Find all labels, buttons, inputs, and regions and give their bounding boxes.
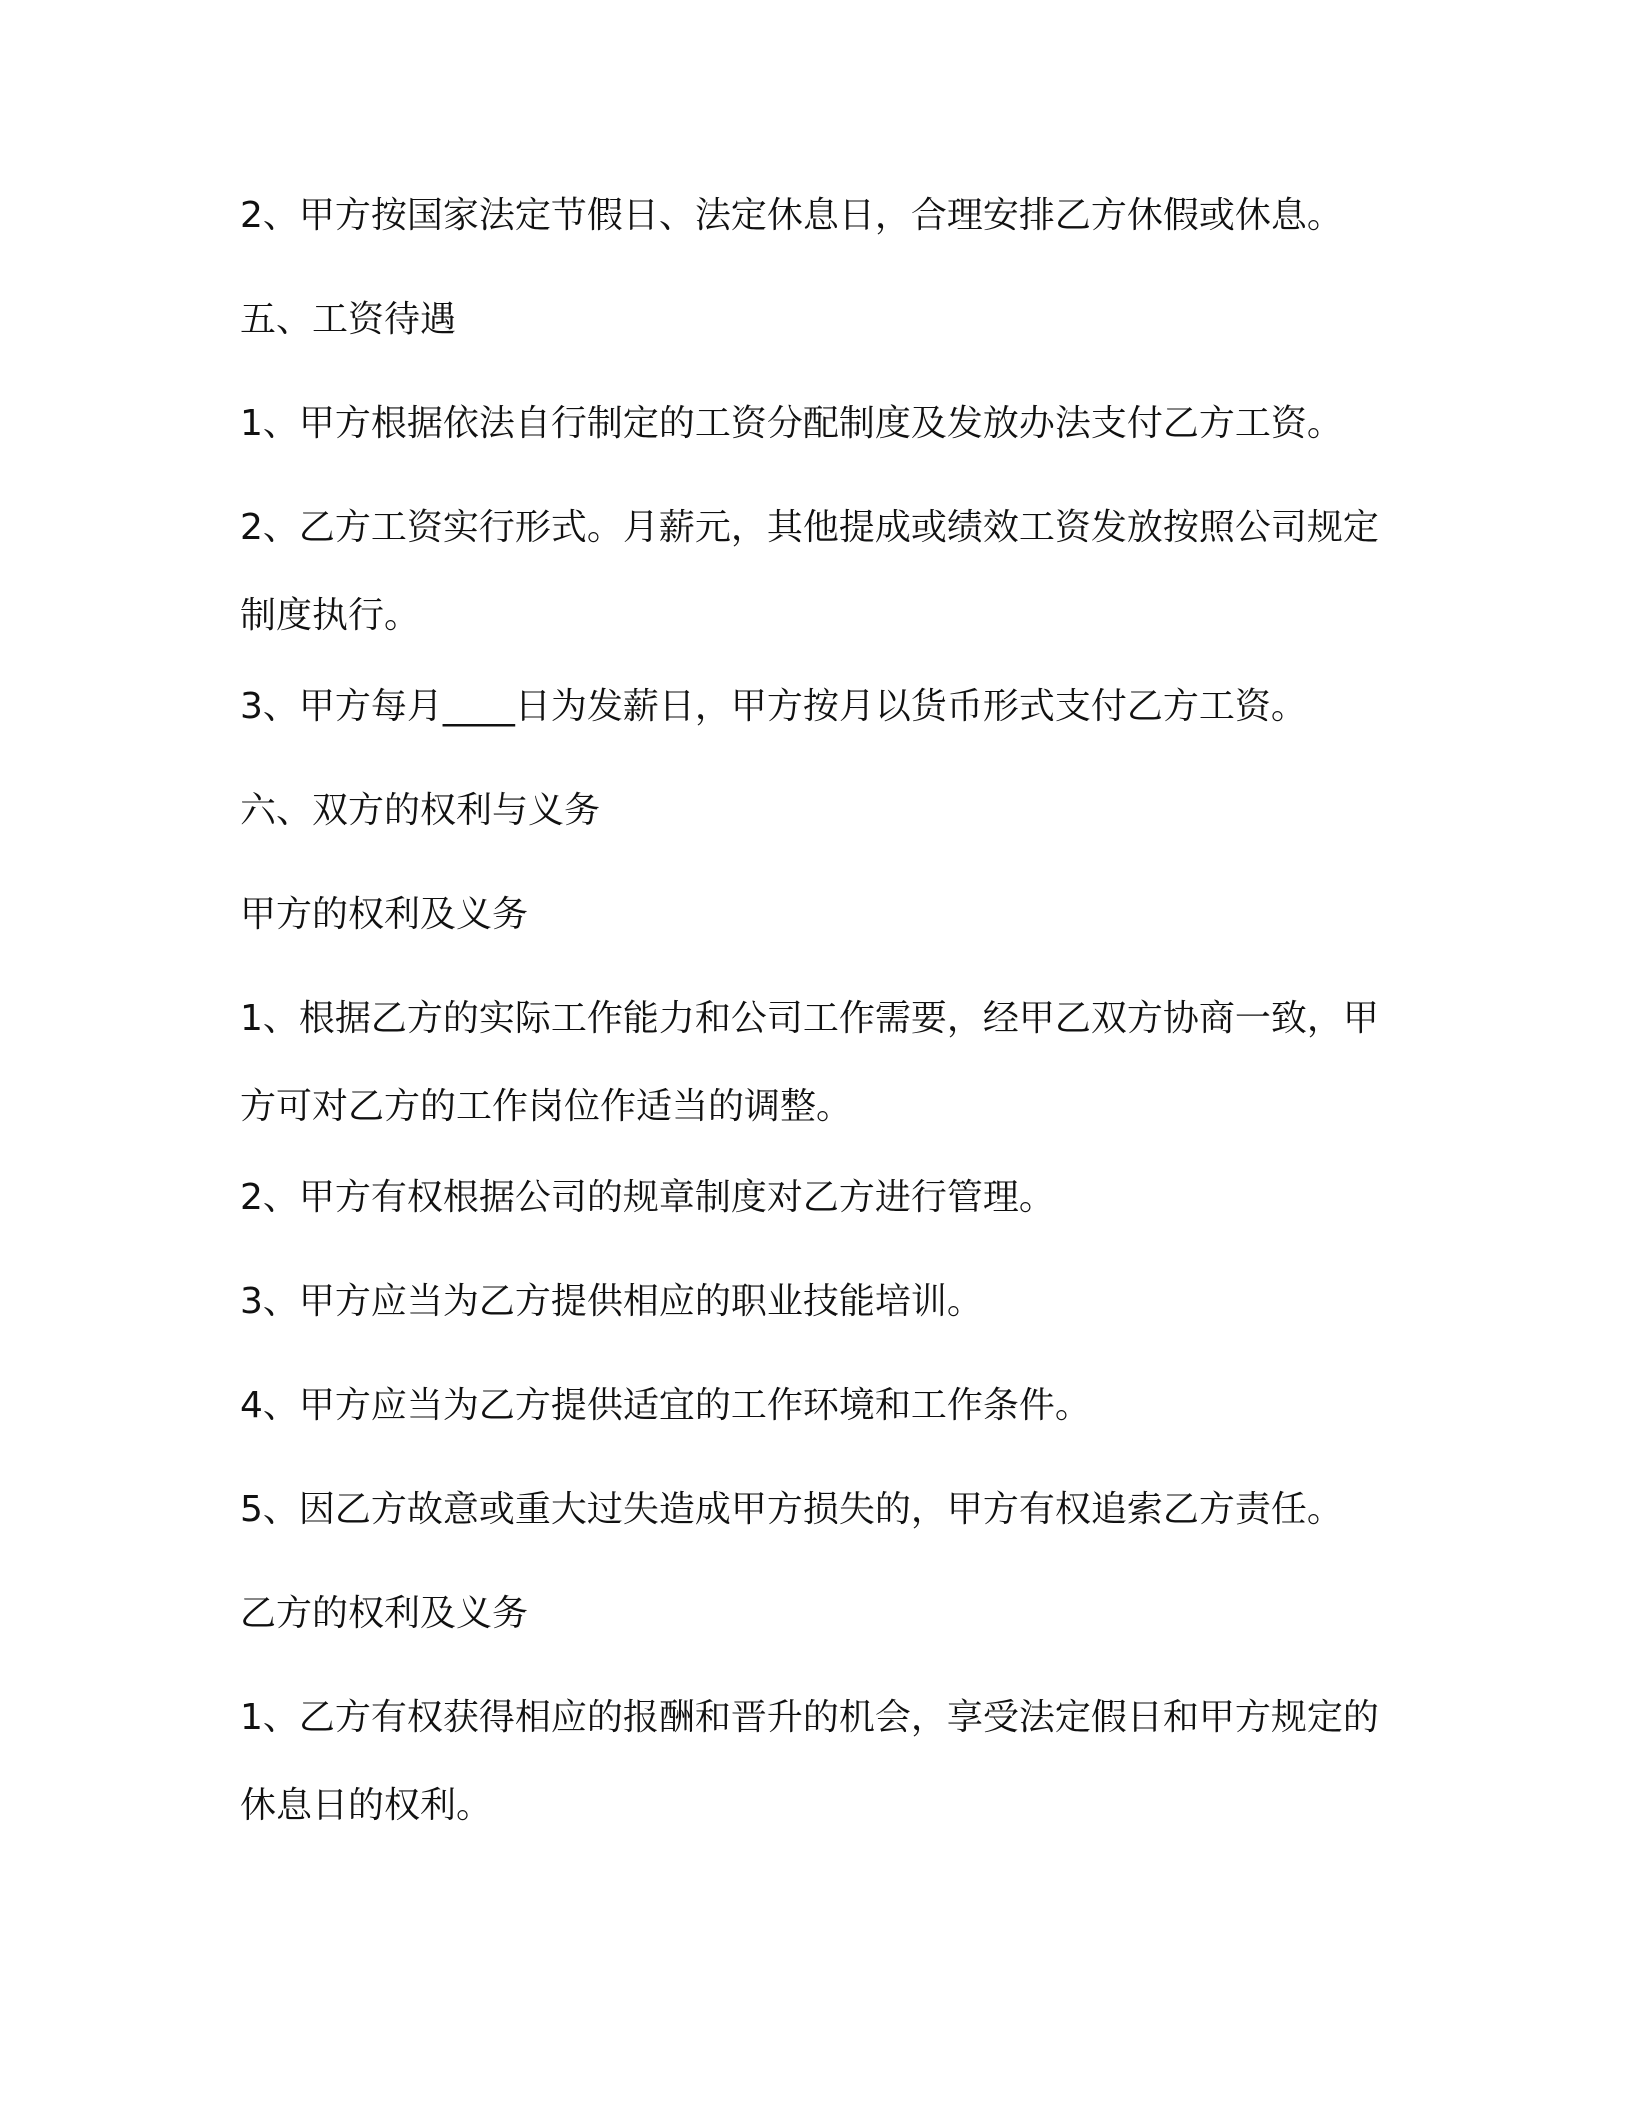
paragraph-party-a-5: 5、因乙方故意或重大过失造成甲方损失的，甲方有权追索乙方责任。: [240, 1489, 1343, 1530]
paragraph-holiday-rest: 2、甲方按国家法定节假日、法定休息日，合理安排乙方休假或休息。: [240, 195, 1343, 236]
section-heading-wages: 五、工资待遇: [240, 299, 457, 340]
section-heading-rights-duties: 六、双方的权利与义务: [240, 790, 601, 831]
paragraph-wage-system: 1、甲方根据依法自行制定的工资分配制度及发放办法支付乙方工资。: [240, 403, 1343, 444]
paragraph-payday: 3、甲方每月____日为发薪日，甲方按月以货币形式支付乙方工资。: [240, 686, 1307, 727]
subheading-party-b: 乙方的权利及义务: [240, 1593, 529, 1634]
paragraph-party-a-2: 2、甲方有权根据公司的规章制度对乙方进行管理。: [240, 1177, 1055, 1218]
paragraph-wage-form: 2、乙方工资实行形式。月薪元，其他提成或绩效工资发放按照公司规定制度执行。: [240, 507, 1379, 636]
paragraph-party-a-3: 3、甲方应当为乙方提供相应的职业技能培训。: [240, 1281, 983, 1322]
paragraph-party-b-1: 1、乙方有权获得相应的报酬和晋升的机会，享受法定假日和甲方规定的休息日的权利。: [240, 1697, 1379, 1826]
paragraph-party-a-4: 4、甲方应当为乙方提供适宜的工作环境和工作条件。: [240, 1385, 1091, 1426]
paragraph-party-a-1: 1、根据乙方的实际工作能力和公司工作需要，经甲乙双方协商一致，甲方可对乙方的工作岗位作适当的调整。: [240, 998, 1379, 1127]
subheading-party-a: 甲方的权利及义务: [240, 894, 529, 935]
